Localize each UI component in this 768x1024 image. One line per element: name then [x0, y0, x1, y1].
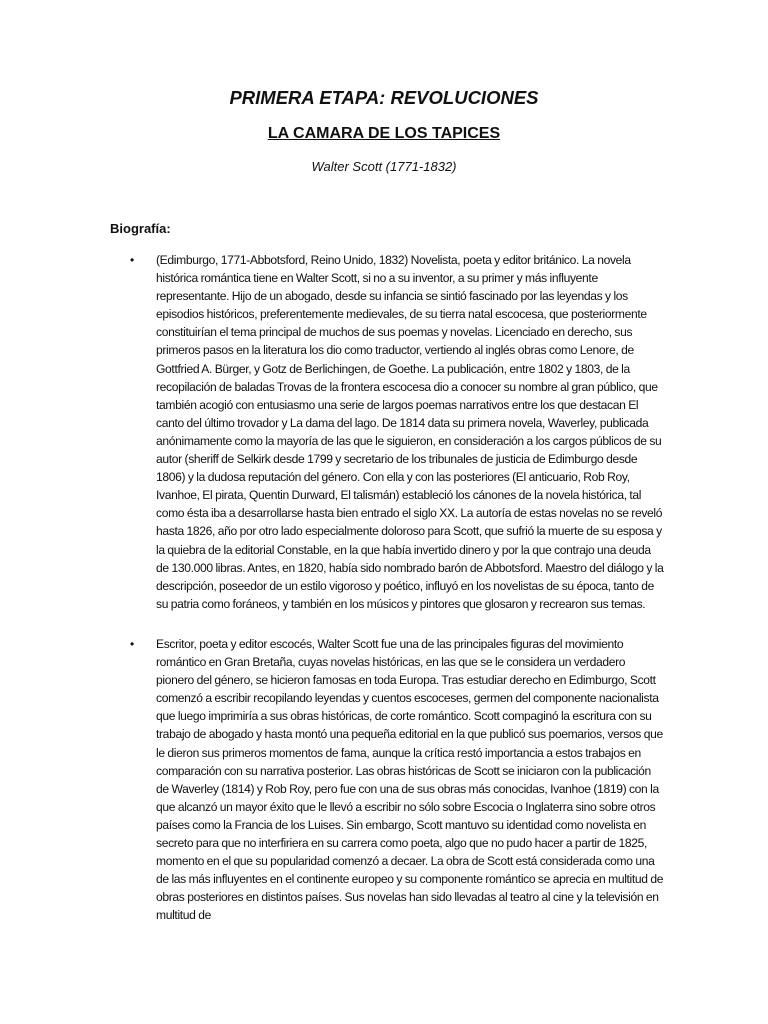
document-author: Walter Scott (1771-1832)	[311, 159, 457, 174]
biography-paragraph-1: (Edimburgo, 1771-Abbotsford, Reino Unido, 1832) Novelista, poeta y editor británico. La novela histórica romántica tiene en Walter Scott, si no a su inventor, a su primer y más influyente representante. Hijo de un abogado, desde su infancia se sintió fascinado por las leyendas y los episodios históricos, preferentemente medievales, de su tierra natal escocesa, que posteriormente constituirían el tema principal de muchos de sus poemas y novelas. Licenciado en derecho, sus primeros pasos en la literatura los dio como traductor, vertiendo al inglés obras como Lenore, de Gottfried A. Bürger, y Gotz de Berlichingen, de Goethe. La publicación, entre 1802 y 1803, de la recopilación de baladas Trovas de la frontera escocesa dio a conocer su nombre al gran público, que también acogió con entusiasmo una serie de largos poemas narrativos entre los que destacan El canto del último trovador y La dama del lago. De 1814 data su primera novela, Waverley, publicada anónimamente como la mayoría de las que le siguieron, en consideración a los cargos públicos de su autor (sheriff de Selkirk desde 1799 y secretario de los tribunales de justicia de Edimburgo desde 1806) y la dudosa reputación del género. Con ella y con las posteriores (El anticuario, Rob Roy, Ivanhoe, El pirata, Quentin Durward, El talismán) estableció los cánones de la novela histórica, tal como ésta iba a desarrollarse hasta bien entrado el siglo XX. La autoría de estas novelas no se reveló hasta 1826, año por otro lado especialmente doloroso para Scott, que sufrió la muerte de su esposa y la quiebra de la editorial Constable, en la que había invertido dinero y por la que contrajo una deuda de 130.000 libras. Antes, en 1820, había sido nombrado barón de Abbotsford. Maestro del diálogo y la descripción, poseedor de un estilo vigoroso y poético, influyó en los novelistas de su época, tanto de su patria como foráneos, y también en los músicos y pintores que glosaron y recrearon sus temas.	[156, 253, 664, 611]
biography-paragraph-2: Escritor, poeta y editor escocés, Walter Scott fue una de las principales figuras del movimiento romántico en Gran Bretaña, cuyas novelas históricas, en las que se le considera un verdadero pionero del género, se hicieron famosas en toda Europa. Tras estudiar derecho en Edimburgo, Scott comenzó a escribir recopilando leyendas y cuentos escoceses, germen del componente nacionalista que luego imprimiría a sus obras históricas, de corte romántico. Scott compaginó la escritura con su trabajo de abogado y hasta montó una pequeña editorial en la que publicó sus poemarios, versos que le dieron sus primeros momentos de fama, aunque la crítica restó importancia a estos trabajos en comparación con su narrativa posterior. Las obras históricas de Scott se iniciaron con la publicación de Waverley (1814) y Rob Roy, pero fue con una de sus obras más conocidas, Ivanhoe (1819) con la que alcanzó un mayor éxito que le llevó a escribir no sólo sobre Escocia o Inglaterra sino sobre otros países como la Francia de los Luises. Sin embargo, Scott mantuvo su identidad como novelista en secreto para que no interfiriera en su carrera como poeta, algo que no pudo hacer a partir de 1825, momento en el que su popularidad comenzó a decaer. La obra de Scott está considerada como una de las más influyentes en el continente europeo y su componente romántico se aprecia en multitud de obras posteriores en distintos países. Sus novelas han sido llevadas al teatro al cine y la televisión en multitud de	[156, 637, 664, 923]
document-subtitle: LA CAMARA DE LOS TAPICES	[267, 125, 501, 142]
bullet-icon: •	[130, 253, 135, 267]
bullet-icon: •	[130, 637, 135, 651]
document-title: PRIMERA ETAPA: REVOLUCIONES	[229, 87, 539, 108]
section-label-biografia: Biografía:	[110, 221, 171, 236]
